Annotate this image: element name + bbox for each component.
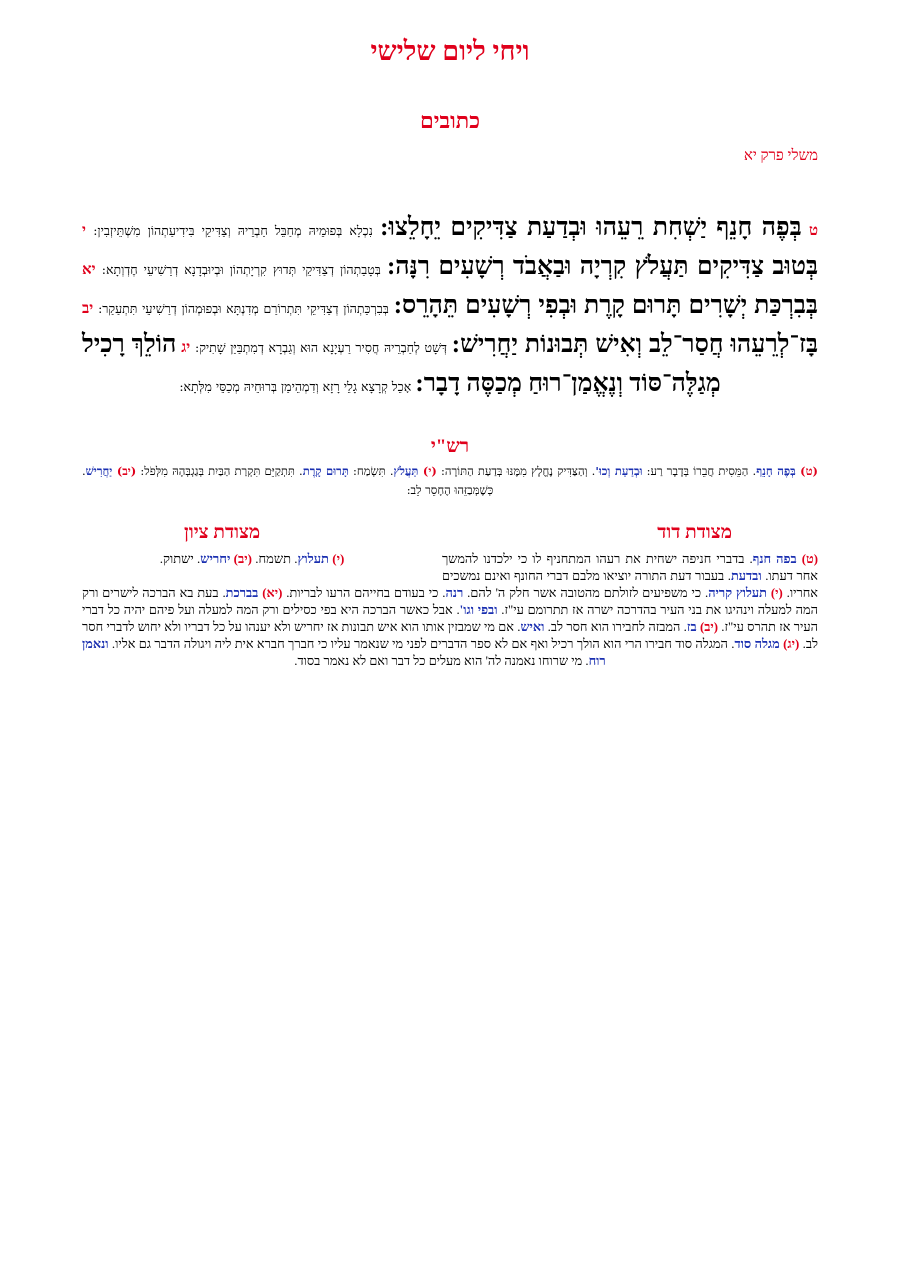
verse-text: בְּפֶה חָנֵף יַשְׁחִת רֵעֵהוּ וּבְדַעַת צַדִּיקִים יֵחָלֵצוּ: [380, 214, 802, 241]
rashi-commentary [82, 462, 818, 500]
rashi-text: . תִּתְקַיֵּם תִּקְרַת הַבַּיִת בְּגַגְבְּהָהּ מִלְּפֹל: [136, 464, 303, 478]
rashi-text: . הַמֵּסִית חֲבֵרוֹ בְּדָבָר רַע: [642, 464, 757, 478]
dovid-text: . מי שרוחו נאמנה לה' הוא מעלים כל דבר ואם לא נאמר בסוד. [294, 654, 589, 668]
verse-number: יג [181, 340, 191, 356]
verse-text: בָּז־לְרֵעֵהוּ חֲסַר־לֵב וְאִישׁ תְּבוּנוֹת יַחֲרִישׁ: [451, 331, 819, 358]
dovid-text: . אבל כאשר הברכה היא בפי כסילים ורק המה למעלה ועל פיהם יהיה כל דברי העיר אז תהרס עי"ז. [82, 603, 819, 634]
zion-text: . תשמח. [251, 551, 298, 566]
rashi-text: . כְּשֶׁמְּבַזֵּהוּ הֶחָסֵר לֵב: [82, 464, 494, 497]
zion-lemma: יחריש [200, 551, 234, 566]
dovid-ref: (יב) [699, 620, 718, 634]
dovid-text: . בעת בא הברכה לישרים ורק המה למעלה וינהיגו את בני העיר בהדרכה ישרה אז תתרומם עי"ז. [82, 586, 818, 617]
verse-number: י [82, 223, 86, 239]
rashi-lemma: תַּעֲלֹץ [393, 464, 423, 478]
zion-lemma: תעלוץ [297, 551, 333, 566]
rashi-text: . וְהַצַּדִּיק נֶחֱלָץ מִמֶּנּוּ בְּדַעַת הַתּוֹרָה: [436, 464, 596, 478]
dovid-text: . כי משפיעים לזולתם מהטובה אשר חלק ה' להם. [463, 586, 709, 600]
verse-text: בְּבִרְכַּת יְשָׁרִים תָּרוּם קָרֶת וּבְפִי רְשָׁעִים תֵּהָרֵס: [393, 292, 818, 319]
zion-ref: (י) [332, 551, 345, 566]
dovid-text: . המגלה סוד חבירו הרי הוא הולך רכיל ואף אם לא ספר הדברים לפני מי שנאמר עליו כי חברך חברא אית ליה ויגולה הדבר גם אליו. [108, 637, 735, 651]
rashi-ref: (ט) [800, 464, 818, 478]
rashi-text: . תִּשְׂמַח: [348, 464, 394, 478]
verse-number: יב [82, 301, 94, 317]
dovid-lemma: מגלה סוד [734, 637, 784, 651]
zion-text: . ישתוק. [159, 551, 201, 566]
rashi-ref: (י) [422, 464, 437, 478]
dovid-lemma: ונאמן רוח [82, 637, 606, 668]
rashi-lemma: בְּפֶה חָנֵף [756, 464, 801, 478]
dovid-lemma: ואיש [520, 620, 545, 634]
dovid-text: . בדברי חניפה ישחית את רעהו המתחניף לו כי ילכדנו להמשך אחר דעתו. [442, 552, 818, 583]
dovid-text: . אם מי שמבזין אותו הוא איש תבונות אז יחריש ולא יענהו על כל דבריו ולא יחוש לדברי חסר לב. [82, 620, 818, 651]
rashi-ref: (יב) [116, 464, 137, 478]
column-gap [82, 551, 442, 585]
dovid-lemma: ובפי וגו' [459, 603, 498, 617]
verse-number: ט [808, 223, 819, 239]
main-text [82, 210, 818, 405]
targum-text: בְּבִרְכַּתְהוֹן דְצַדִּיקֵי תִּתְרוֹרַם מְדִנְתָּא וּבְפוּמְהוֹן דְרַשִׁיעֵי תִּתְעַקַר: [98, 301, 389, 316]
dovid-text: . כי בעודם בחייהם הרעו לבריות. [282, 586, 446, 600]
rashi-heading: רש"י [430, 436, 470, 457]
targum-text: דְּשָׁט לְחַבְרֵיהּ חֲסִיר רַעְיָנָא הוּא וְגַבְרָא דְמִתְבַּיַּן שָׁתִיק: [194, 340, 447, 355]
dovid-ref: (יא) [262, 586, 283, 600]
chapter-label: משלי פרק יא [743, 148, 818, 164]
verse-number: יא [82, 262, 96, 278]
dovid-lemma: ובדעת [730, 569, 762, 583]
dovid-lemma: תעלוץ קריה [708, 586, 771, 600]
dovid-text: . בעבור דעת התורה יוציאו מלבם דברי החונף ואינם נמשכים אחריו. [442, 569, 818, 600]
zion-ref: (יב) [233, 551, 252, 566]
rashi-lemma: תָּרוּם קָרֶת [302, 464, 349, 478]
dovid-text: . המבזה לחבירו הוא חסר לב. [544, 620, 687, 634]
targum-text: בְּטָבַתְהוֹן דְצַדִּיקֵי תְּדוּץ קִרְיָתְהוֹן וּבְיוּבְדָנָא דְרַשִׁיעֵי חֶדְוְתָא: [101, 262, 381, 277]
metzudat-dovid-heading: מצודת דוד [657, 522, 732, 543]
dovid-ref: (יג) [783, 637, 800, 651]
metzudat-dovid-commentary [82, 551, 818, 670]
targum-text: אָכֵל קְרָצָא גָלֵי רָזָא וְדִמְהֵימַן בְּרוּחֵיהּ מְכַסֵּי מִלְּתָא: [179, 379, 412, 394]
section-title: כתובים [420, 108, 480, 133]
page-title: ויחי ליום שלישי [370, 36, 530, 66]
dovid-ref: (ט) [801, 552, 818, 566]
targum-text: נִכְלָא בְּפוּמֵיהּ מְחַבֵּל חַבְרֵיהּ וְצַדִּיקֵי בִּידִיעַתְהוֹן מִשְׁתֵּיזְבִין: [93, 223, 373, 238]
dovid-lemma: רנה [445, 586, 464, 600]
dovid-ref: (י) [770, 586, 783, 600]
dovid-lemma: בפה חנף [752, 552, 802, 566]
rashi-lemma: וּבְדַעַת וְכוּ' [595, 464, 643, 478]
metzudat-zion-heading: מצודת ציון [184, 522, 261, 543]
dovid-lemma: בז [686, 620, 700, 634]
verse-text: בְּטוּב צַדִּיקִים תַּעֲלֹץ קִרְיָה וּבַאֲבֹד רְשָׁעִים רִנָּה: [386, 253, 819, 280]
verse-text: הוֹלֵךְ רָכִיל מְגַלֶּה־סּוֹד וְנֶאֱמַן־רוּחַ מְכַסֶּה דָבָר: [82, 331, 721, 397]
dovid-lemma: בברכת [225, 586, 263, 600]
rashi-lemma: יַחֲרִישׁ [85, 464, 117, 478]
